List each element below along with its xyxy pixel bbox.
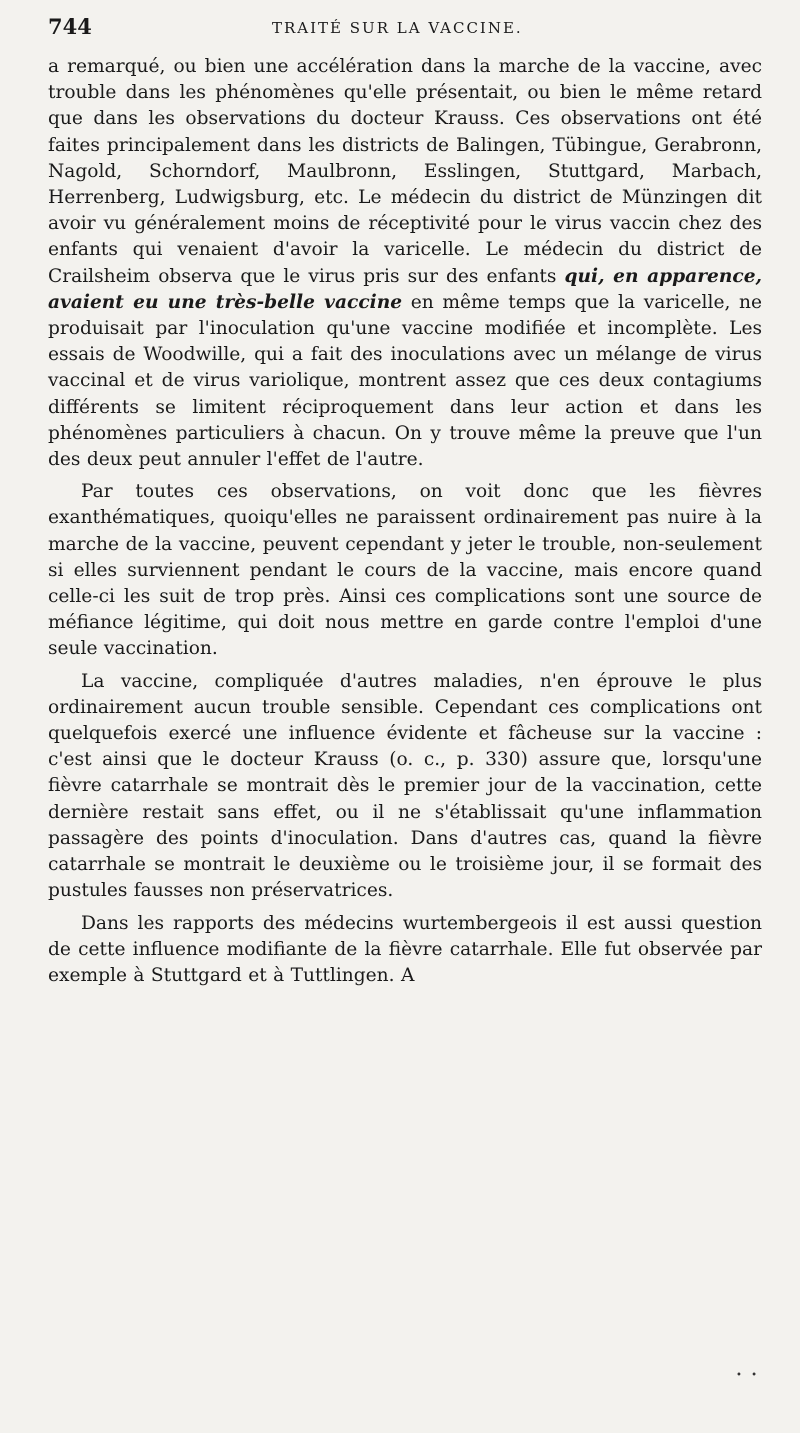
paragraph-1 [48, 54, 762, 473]
paragraph-4 [48, 911, 762, 990]
running-head [48, 14, 762, 54]
text-segment: en même temps que la varicelle, ne produisait par l'inoculation qu'une vaccine modifiée et incomplète. Les essais de Woodwille, qui a fait des inoculations avec un mélange de virus vaccinal et de virus variolique, montrent assez que ces deux contagiums différents se limitent réciproquement dans leur action et dans les phénomènes particuliers à chacun. On y trouve même la preuve que l'un des deux peut annuler l'effet de l'autre. [48, 291, 762, 471]
running-title: TRAITÉ SUR LA VACCINE. [272, 19, 523, 37]
paragraph-3 [48, 669, 762, 905]
print-speck-mark: • • [736, 1370, 760, 1381]
body-text [48, 54, 762, 989]
page-number: 744 [48, 14, 92, 39]
text-segment: La vaccine, compliquée d'autres maladies, n'en éprouve le plus ordinairement aucun trouble sensible. Cependant ces complications ont quelquefois exercé une influence évidente et fâcheuse sur la vaccine : c'est ainsi que le docteur Krauss (o. c., p. 330) assure que, lorsqu'une fièvre catarrhale se montrait dès le premier jour de la vaccination, cette dernière restait sans effet, ou il ne s'établissait qu'une inflammation passagère des points d'inoculation. Dans d'autres cas, quand la fièvre catarrhale se montrait le deuxième ou le troisième jour, il se formait des pustules fausses non préservatrices. [48, 670, 762, 902]
paragraph-2 [48, 479, 762, 662]
text-segment: Par toutes ces observations, on voit donc que les fièvres exanthématiques, quoiqu'elles ne paraissent ordinairement pas nuire à la marche de la vaccine, peuvent cependant y jeter le trouble, non-seulement si elles surviennent pendant le cours de la vaccine, mais encore quand celle-ci les suit de trop près. Ainsi ces complications sont une source de méfiance légitime, qui doit nous mettre en garde contre l'emploi d'une seule vaccination. [48, 481, 762, 660]
italic-phrase: qui, en apparence, avaient eu une très-belle vaccine [48, 265, 762, 313]
text-segment: Dans les rapports des médecins wurtembergeois il est aussi question de cette influence modifiante de la fièvre catarrhale. Elle fut observée par exemple à Stuttgard et à Tuttlingen. A [48, 912, 762, 986]
text-segment: a remarqué, ou bien une accélération dans la marche de la vaccine, avec trouble dans les phénomènes qu'elle présentait, ou bien le même retard que dans les observations du docteur Krauss. Ces observations ont été faites principalement dans les districts de Balingen, Tübingue, Gerabronn, Nagold, Schorndorf, Maulbronn, Esslingen, Stuttgard, Marbach, Herrenberg, Ludwigsburg, etc. Le médecin du district de Münzingen dit avoir vu généralement moins de réceptivité pour le virus vaccin chez des enfants qui venaient d'avoir la varicelle. Le médecin du district de Crailsheim observa que le virus pris sur des enfants [48, 56, 762, 287]
